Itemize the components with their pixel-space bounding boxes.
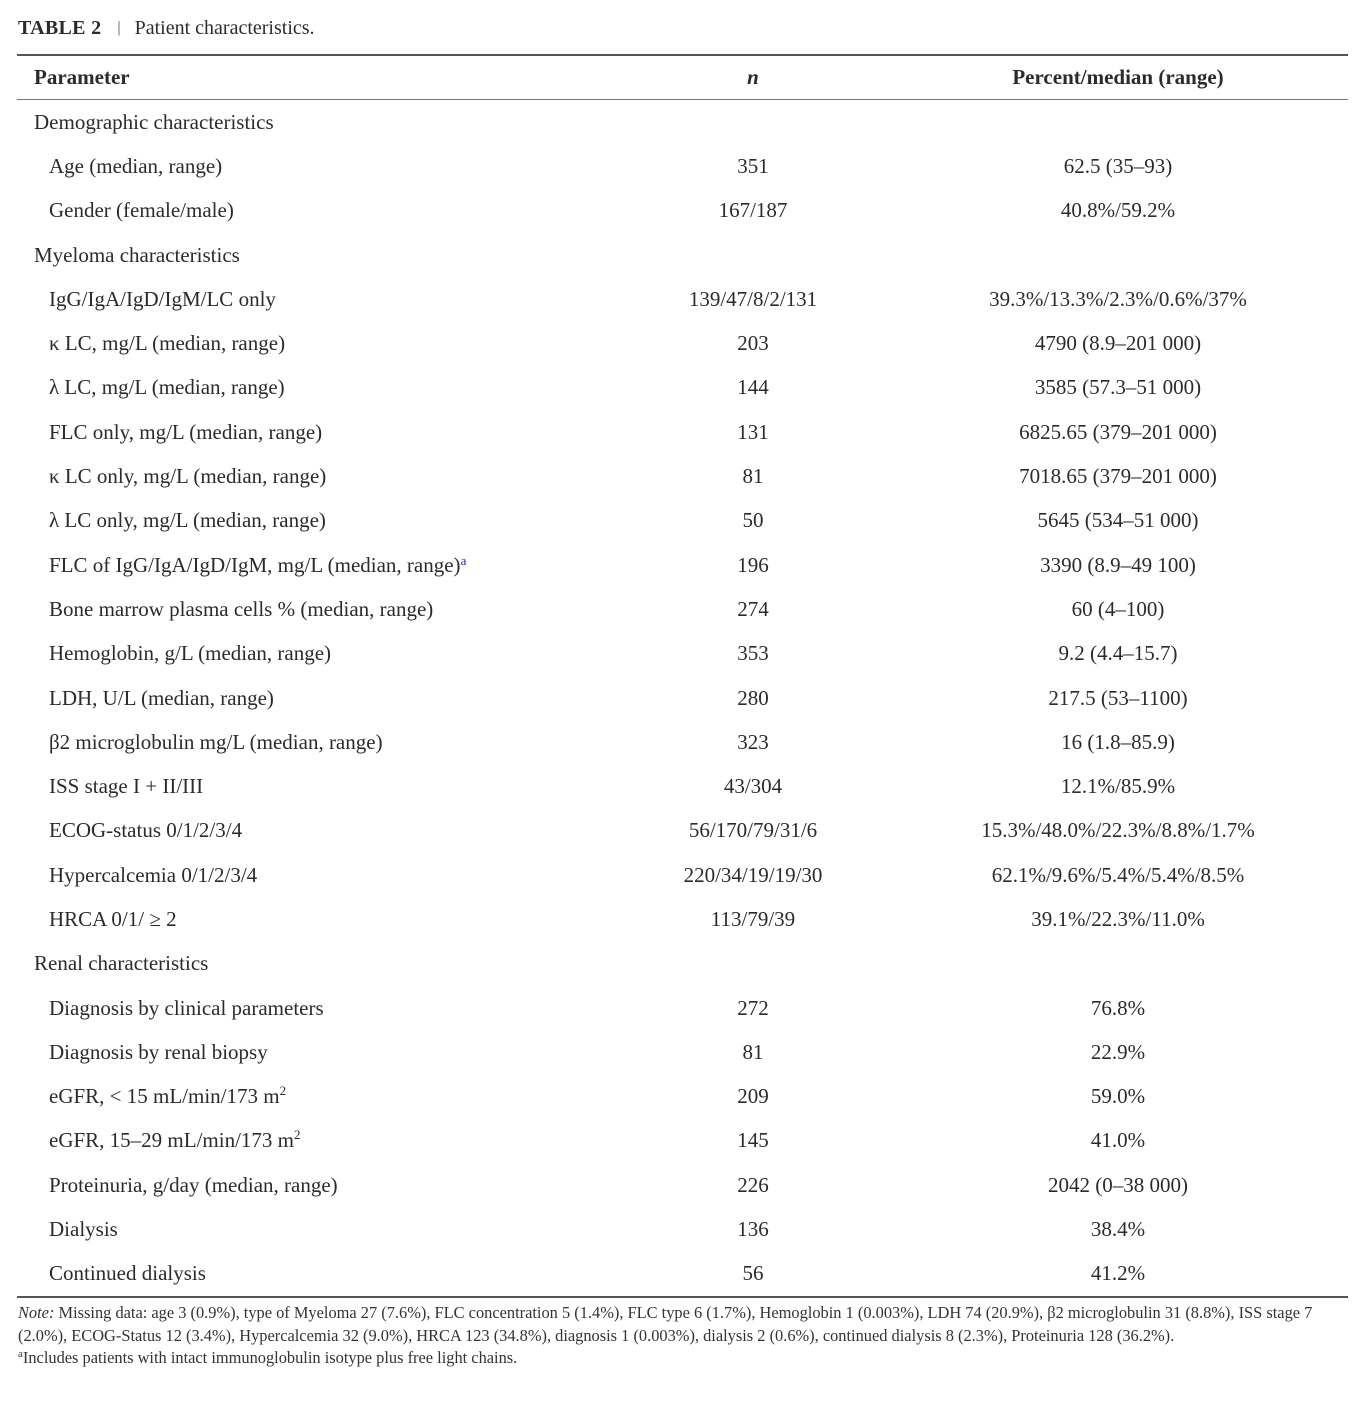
- percent-median-cell: [888, 942, 1348, 986]
- n-cell: 353: [737, 641, 769, 666]
- column-header-percent-median: Percent/median (range): [888, 55, 1348, 100]
- parameter-cell: [17, 366, 618, 410]
- parameter-cell: [17, 1030, 618, 1074]
- table-header-row: [17, 55, 1348, 100]
- footnote-link[interactable]: a: [460, 552, 467, 568]
- percent-median-cell: 76.8%: [1090, 995, 1146, 1020]
- parameter-label: ECOG-status 0/1/2/3/4: [49, 818, 243, 843]
- percent-median-cell: 16 (1.8–85.9): [1061, 729, 1175, 754]
- table-row: [17, 543, 1348, 587]
- parameter-cell: [17, 809, 618, 853]
- parameter-label: Diagnosis by clinical parameters: [49, 995, 324, 1020]
- n-cell: 351: [737, 153, 769, 178]
- parameter-label: κ LC, mg/L (median, range): [49, 331, 286, 356]
- parameter-label: eGFR, < 15 mL/min/173 m: [49, 1084, 280, 1109]
- n-cell: 144: [737, 375, 769, 400]
- parameter-cell: [17, 454, 618, 498]
- percent-median-cell: 38.4%: [1090, 1217, 1146, 1242]
- parameter-cell: [17, 986, 618, 1030]
- n-cell: [618, 233, 888, 277]
- section-header-row: [17, 100, 1348, 145]
- n-cell: 323: [737, 729, 769, 754]
- table-row: [17, 189, 1348, 233]
- footnote-text: Includes patients with intact immunoglobulin isotype plus free light chains.: [22, 1348, 518, 1367]
- parameter-label: Gender (female/male): [49, 198, 234, 223]
- parameter-label: Demographic characteristics: [34, 109, 274, 134]
- percent-median-cell: 62.1%/9.6%/5.4%/5.4%/8.5%: [991, 862, 1245, 887]
- table-row: [17, 366, 1348, 410]
- percent-median-cell: 59.0%: [1090, 1084, 1146, 1109]
- percent-median-cell: 217.5 (53–1100): [1048, 685, 1188, 710]
- parameter-cell: [17, 632, 618, 676]
- table-row: [17, 632, 1348, 676]
- parameter-cell: [17, 277, 618, 321]
- n-cell: 272: [737, 995, 769, 1020]
- parameter-label: Diagnosis by renal biopsy: [49, 1039, 268, 1064]
- percent-median-cell: 7018.65 (379–201 000): [1019, 464, 1217, 489]
- n-cell: 43/304: [723, 774, 783, 799]
- parameter-cell: [17, 543, 618, 587]
- section-title: [17, 100, 618, 145]
- parameter-cell: [17, 410, 618, 454]
- section-header-row: [17, 942, 1348, 986]
- table-row: [17, 1207, 1348, 1251]
- table-row: [17, 809, 1348, 853]
- parameter-label: κ LC only, mg/L (median, range): [49, 464, 327, 489]
- parameter-cell: [17, 897, 618, 941]
- table-body: [17, 100, 1348, 1298]
- unit-exponent: 2: [279, 1083, 287, 1099]
- percent-median-cell: 9.2 (4.4–15.7): [1058, 641, 1178, 666]
- parameter-cell: [17, 144, 618, 188]
- percent-median-cell: 60 (4–100): [1071, 596, 1165, 621]
- n-cell: 136: [737, 1217, 769, 1242]
- parameter-cell: [17, 587, 618, 631]
- percent-median-cell: [888, 233, 1348, 277]
- table-row: [17, 321, 1348, 365]
- footnote-marker: a: [18, 1348, 23, 1360]
- parameter-cell: [17, 499, 618, 543]
- table-row: [17, 1119, 1348, 1163]
- parameter-label: eGFR, 15–29 mL/min/173 m: [49, 1128, 295, 1153]
- percent-median-cell: 3390 (8.9–49 100): [1040, 552, 1196, 577]
- parameter-label: Bone marrow plasma cells % (median, range): [49, 596, 434, 621]
- parameter-label: IgG/IgA/IgD/IgM/LC only: [49, 286, 276, 311]
- percent-median-cell: 6825.65 (379–201 000): [1019, 419, 1217, 444]
- parameter-cell: [17, 1119, 618, 1163]
- table-row: [17, 1075, 1348, 1119]
- n-cell: 220/34/19/19/30: [683, 862, 823, 887]
- parameter-label: HRCA 0/1/ ≥ 2: [49, 906, 177, 931]
- parameter-label: λ LC, mg/L (median, range): [49, 375, 285, 400]
- parameter-label: FLC only, mg/L (median, range): [49, 419, 323, 444]
- n-cell: 113/79/39: [710, 906, 796, 931]
- patient-characteristics-table: [17, 54, 1348, 1298]
- n-cell: 196: [737, 552, 769, 577]
- n-cell: 203: [737, 331, 769, 356]
- parameter-label: Dialysis: [49, 1217, 118, 1242]
- percent-median-cell: 39.3%/13.3%/2.3%/0.6%/37%: [989, 286, 1247, 311]
- percent-median-cell: 2042 (0–38 000): [1048, 1172, 1188, 1197]
- table-row: [17, 454, 1348, 498]
- table-row: [17, 853, 1348, 897]
- percent-median-cell: [888, 100, 1348, 145]
- parameter-cell: [17, 1075, 618, 1119]
- n-cell: 145: [737, 1128, 769, 1153]
- table-row: [17, 410, 1348, 454]
- missing-data-note: [18, 1302, 1348, 1347]
- n-cell: 139/47/8/2/131: [688, 286, 818, 311]
- section-header-row: [17, 233, 1348, 277]
- n-cell: 81: [742, 1039, 764, 1064]
- caption-separator: |: [117, 19, 121, 36]
- parameter-label: β2 microglobulin mg/L (median, range): [49, 729, 383, 754]
- n-cell: 226: [737, 1172, 769, 1197]
- parameter-label: Proteinuria, g/day (median, range): [49, 1172, 338, 1197]
- parameter-label: λ LC only, mg/L (median, range): [49, 508, 326, 533]
- table-row: [17, 986, 1348, 1030]
- n-cell: 274: [737, 596, 769, 621]
- parameter-cell: [17, 321, 618, 365]
- table-row: [17, 676, 1348, 720]
- parameter-cell: [17, 764, 618, 808]
- parameter-label: Renal characteristics: [34, 951, 209, 976]
- n-cell: 167/187: [718, 198, 788, 223]
- unit-exponent: 2: [294, 1127, 301, 1143]
- table-row: [17, 720, 1348, 764]
- table-row: [17, 499, 1348, 543]
- parameter-cell: [17, 1163, 618, 1207]
- column-header-parameter: Parameter: [17, 55, 618, 100]
- table-row: [17, 1163, 1348, 1207]
- percent-median-cell: 41.0%: [1090, 1128, 1146, 1153]
- table-note: [18, 1302, 1348, 1370]
- section-title: [17, 942, 618, 986]
- table-row: [17, 587, 1348, 631]
- table-caption: [18, 14, 315, 44]
- note-label: Note:: [18, 1303, 55, 1322]
- n-cell: 209: [737, 1084, 769, 1109]
- table-label: TABLE 2: [18, 17, 102, 39]
- parameter-label: Myeloma characteristics: [34, 242, 240, 267]
- parameter-cell: [17, 189, 618, 233]
- percent-median-cell: 12.1%/85.9%: [1060, 774, 1176, 799]
- parameter-cell: [17, 676, 618, 720]
- percent-median-cell: 62.5 (35–93): [1063, 153, 1173, 178]
- parameter-cell: [17, 720, 618, 764]
- n-cell: 56/170/79/31/6: [688, 818, 818, 843]
- table-title: Patient characteristics.: [134, 17, 315, 39]
- parameter-label: Hypercalcemia 0/1/2/3/4: [49, 862, 258, 887]
- table-row: [17, 1030, 1348, 1074]
- footnote-a: [18, 1347, 1348, 1370]
- percent-median-cell: 4790 (8.9–201 000): [1034, 331, 1202, 356]
- percent-median-cell: 22.9%: [1090, 1039, 1146, 1064]
- n-cell: 50: [742, 508, 764, 533]
- parameter-cell: [17, 1252, 618, 1297]
- table-row: [17, 764, 1348, 808]
- parameter-label: Continued dialysis: [49, 1261, 206, 1286]
- n-cell: 131: [737, 419, 769, 444]
- percent-median-cell: 41.2%: [888, 1252, 1348, 1297]
- parameter-cell: [17, 1207, 618, 1251]
- section-title: [17, 233, 618, 277]
- table-row: [17, 144, 1348, 188]
- percent-median-cell: 40.8%/59.2%: [1060, 198, 1176, 223]
- n-cell: 280: [737, 685, 769, 710]
- note-text: Missing data: age 3 (0.9%), type of Myeloma 27 (7.6%), FLC concentration 5 (1.4%), FLC type 6 (1.7%), Hemoglobin 1 (0.003%), LDH 74 (20.9%), β2 microglobulin 31 (8.8%), ISS stage 7 (2.0%), ECOG-Status 12 (3.4%), Hypercalcemia 32 (9.0%), HRCA 123 (34.8%), diagnosis 1 (0.003%), dialysis 2 (0.6%), continued dialysis 8 (2.3%), Proteinuria 128 (36.2%).: [18, 1303, 1313, 1345]
- parameter-label: LDH, U/L (median, range): [49, 685, 274, 710]
- percent-median-cell: 5645 (534–51 000): [1037, 508, 1199, 533]
- n-cell: 56: [618, 1252, 888, 1297]
- column-header-n: n: [618, 55, 888, 100]
- n-cell: [618, 100, 888, 145]
- percent-median-cell: 3585 (57.3–51 000): [1034, 375, 1202, 400]
- n-cell: [618, 942, 888, 986]
- parameter-label: Age (median, range): [49, 153, 223, 178]
- table-row: [17, 897, 1348, 941]
- percent-median-cell: 39.1%/22.3%/11.0%: [1031, 906, 1205, 931]
- parameter-label: Hemoglobin, g/L (median, range): [49, 641, 332, 666]
- table-row: [17, 1252, 1348, 1297]
- percent-median-cell: 15.3%/48.0%/22.3%/8.8%/1.7%: [981, 818, 1255, 843]
- table-row: [17, 277, 1348, 321]
- parameter-label: ISS stage I + II/III: [49, 774, 204, 799]
- parameter-label: FLC of IgG/IgA/IgD/IgM, mg/L (median, range): [49, 552, 461, 577]
- parameter-cell: [17, 853, 618, 897]
- n-cell: 81: [742, 464, 764, 489]
